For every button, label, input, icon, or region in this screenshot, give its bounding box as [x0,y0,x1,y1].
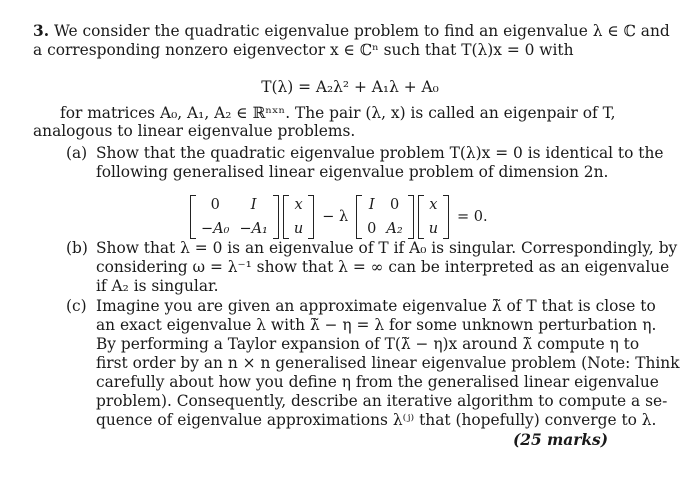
after-equation-line-1: for matrices A₀, A₁, A₂ ∈ ℝⁿˣⁿ. The pair (λ, x) is called an eigenpair of T, [60,104,616,122]
equals-zero: = 0. [457,209,488,225]
part-a-line-2: following generalised linear eigenvalue problem of dimension 2n. [96,163,609,181]
question-intro-line-2: a corresponding nonzero eigenvector x ∈ ℂⁿ such that T(λ)x = 0 with [33,41,574,59]
matrix-2-cell: 0 [367,221,377,237]
matrix-1-cell: I [250,197,257,213]
matrix-1-cell: 0 [210,197,220,213]
matrix-1-cell: −A₀ [201,221,230,237]
matrix-2-cell: I [368,197,375,213]
part-b-line-1: Show that λ = 0 is an eigenvalue of T if A₀ is singular. Correspondingly, by [96,239,678,257]
intro-text-1: We consider the quadratic eigenvalue problem to find an eigenvalue λ ∈ ℂ and [53,22,670,40]
matrix-2-cell: 0 [389,197,400,213]
part-c-line-1: Imagine you are given an approximate eigenvalue λ̃ of T that is close to [96,297,656,315]
vector-2 [418,195,449,239]
after-equation-line-2: analogous to linear eigenvalue problems. [33,122,356,140]
part-c-line-6: problem). Consequently, describe an iterative algorithm to compute a se- [96,392,668,410]
vector-2-cell: x [429,197,438,213]
block-matrix-2 [356,195,414,239]
part-a-line-1: Show that the quadratic eigenvalue problem T(λ)x = 0 is identical to the [96,144,664,162]
part-b-line-3: if A₂ is singular. [96,277,219,295]
part-c-line-5: carefully about how you define η from the generalised linear eigenvalue [96,373,659,391]
part-c-line-7: quence of eigenvalue approximations λ⁽ʲ⁾ that (hopefully) converge to λ. [96,411,657,429]
question-number: 3. [33,22,50,40]
vector-2-cell: u [428,221,439,237]
part-b-label: (b) [66,239,88,257]
block-matrix-1 [190,195,279,239]
vector-1-cell: x [294,197,303,213]
part-c-line-2: an exact eigenvalue λ with λ̃ − η = λ for some unknown perturbation η. [96,316,657,334]
vector-1-cell: u [293,221,304,237]
main-equation: T(λ) = A₂λ² + A₁λ + A₀ [261,78,439,96]
vector-1 [283,195,314,239]
part-a-label: (a) [66,144,88,162]
part-c-label: (c) [66,297,87,315]
part-c-line-3: By performing a Taylor expansion of T(λ̃ − η)x around λ̃ compute η to [96,335,640,353]
matrix-1-cell: −A₁ [239,221,268,237]
minus-lambda: − λ [322,209,349,225]
question-intro-line-1 [33,21,673,41]
part-c-line-4: first order by an n × n generalised linear eigenvalue problem (Note: Think [96,354,680,372]
part-b-line-2: considering ω = λ⁻¹ show that λ = ∞ can be interpreted as an eigenvalue [96,258,670,276]
block-matrix-equation [188,193,494,241]
marks-label: (25 marks) [512,431,608,449]
matrix-2-cell: A₂ [386,221,403,237]
